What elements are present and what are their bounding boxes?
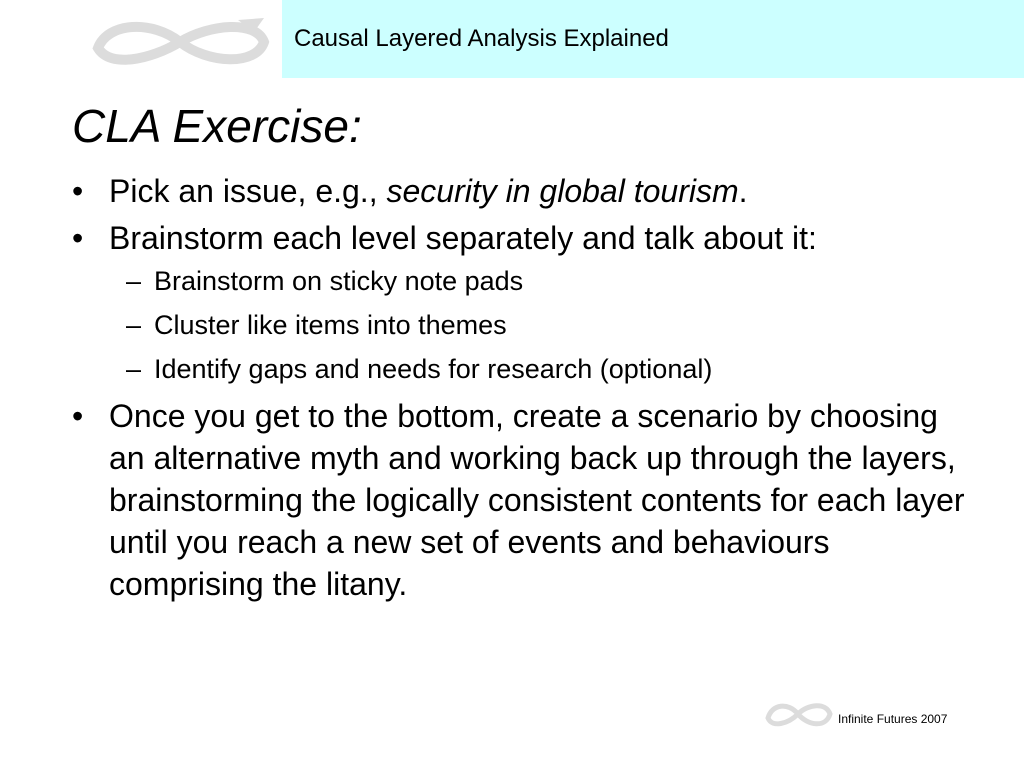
dash-glyph: – bbox=[126, 354, 142, 384]
sub-bullet-text: Identify gaps and needs for research (optional) bbox=[154, 354, 713, 384]
slide-title: CLA Exercise: bbox=[72, 100, 362, 152]
bullet-item bbox=[72, 395, 972, 605]
bullet-glyph: • bbox=[72, 220, 84, 256]
infinity-logo-small-icon bbox=[762, 698, 834, 732]
dash-glyph: – bbox=[126, 266, 142, 296]
sub-bullet-text: Brainstorm on sticky note pads bbox=[154, 266, 524, 296]
dash-glyph: – bbox=[126, 310, 142, 340]
header-bar bbox=[282, 0, 1024, 78]
bullet-text: Brainstorm each level separately and talk about it: bbox=[109, 220, 817, 256]
sub-bullet-text: Cluster like items into themes bbox=[154, 310, 507, 340]
bullet-text: Once you get to the bottom, create a scenario by choosing an alternative myth and working back up through the layers, brainstorming the logically consistent contents for each layer until you reach a new set of events and behaviours comprising the litany. bbox=[109, 398, 965, 602]
bullet-item bbox=[72, 217, 972, 259]
bullet-glyph: • bbox=[72, 398, 84, 434]
bullet-text-trail: . bbox=[738, 173, 748, 209]
sub-bullet-item bbox=[126, 303, 972, 347]
footer-text: Infinite Futures 2007 bbox=[838, 712, 948, 726]
sub-bullet-item bbox=[126, 259, 972, 303]
header-title: Causal Layered Analysis Explained bbox=[294, 25, 669, 52]
bullet-text: Pick an issue, e.g., bbox=[109, 173, 387, 209]
bullet-item bbox=[72, 170, 972, 212]
bullet-glyph: • bbox=[72, 173, 84, 209]
infinity-logo-icon bbox=[88, 14, 272, 72]
bullet-emphasis: security in global tourism bbox=[386, 173, 739, 209]
sub-bullet-item bbox=[126, 347, 972, 391]
slide-content bbox=[72, 170, 972, 605]
